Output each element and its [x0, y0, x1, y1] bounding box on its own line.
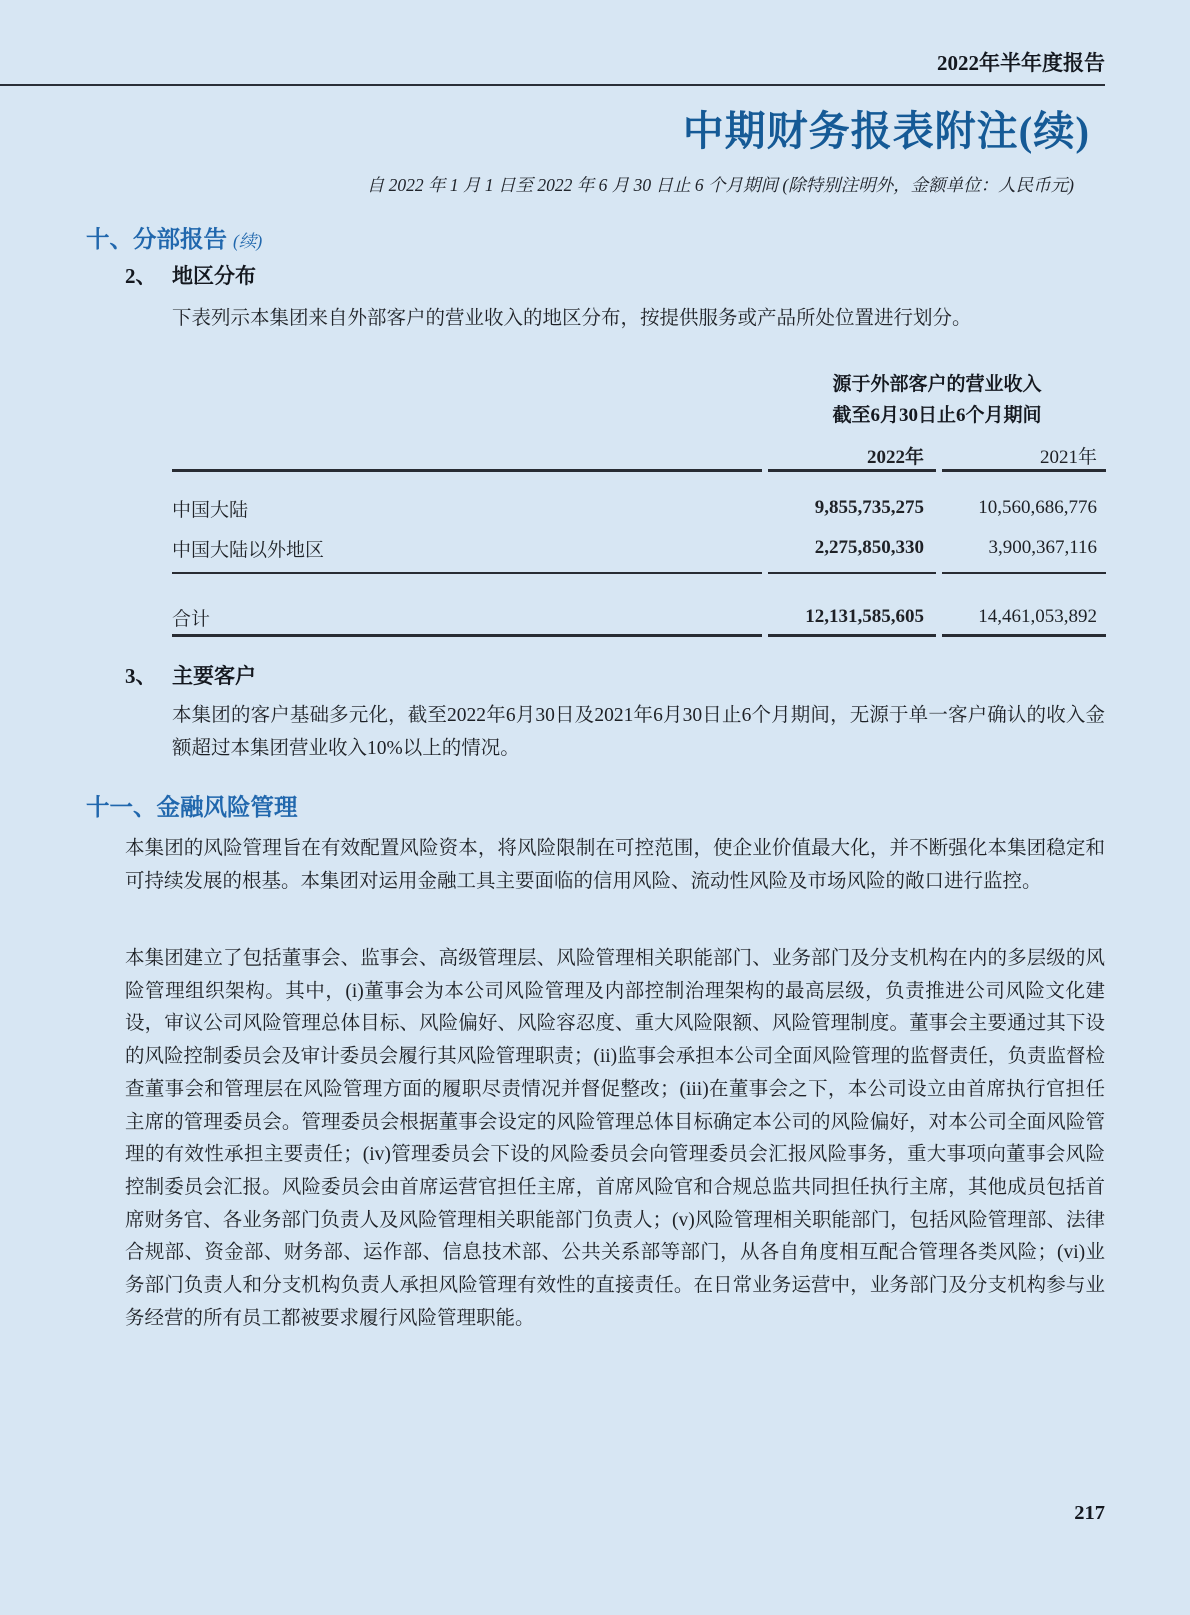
table-header-revenue-source: 源于外部客户的营业收入 [832, 374, 1042, 395]
header-rule [0, 84, 1105, 86]
section-risk-heading [86, 788, 298, 822]
page-title: 中期财务报表附注(续) [682, 108, 1090, 154]
column-header-2022: 2022年 [866, 447, 924, 468]
subsection-customers-title: 主要客户 [172, 664, 256, 688]
page-number: 217 [1074, 1502, 1105, 1524]
value-2022: 2,275,850,330 [814, 537, 924, 558]
value-2022: 9,855,735,275 [814, 497, 924, 518]
subsection-customers-heading [125, 660, 256, 690]
table-row [172, 528, 1106, 568]
subsection-region-number: 2、 [125, 264, 157, 288]
risk-paragraph-2: 本集团建立了包括董事会、监事会、高级管理层、风险管理相关职能部门、业务部门及分支机构在内的多层级的风险管理组织架构。其中，(i)董事会为本公司风险管理及内部控制治理架构的最高层级，负责推进公司风险文化建设，审议公司风险管理总体目标、风险偏好、风险容忍度、重大风险限额、风险管理制度。董事会主要通过其下设的风险控制委员会及审计委员会履行其风险管理职责；(ii)监事会承担本公司全面风险管理的监督责任，负责监督检查董事会和管理层在风险管理方面的履职尽责情况并督促整改；(iii)在董事会之下，本公司设立由首席执行官担任主席的管理委员会。管理委员会根据董事会设定的风险管理总体目标确定本公司的风险偏好，对本公司全面风险管理的有效性承担主要责任；(iv)管理委员会下设的风险委员会向管理委员会汇报风险事务，重大事项向董事会风险控制委员会汇报。风险委员会由首席运营官担任主席，首席风险官和合规总监共同担任执行主席，其他成员包括首席财务官、各业务部门负责人及风险管理相关职能部门负责人；(v)风险管理相关职能部门，包括风险管理部、法律合规部、资金部、财务部、运作部、信息技术部、公共关系部等部门，从各自角度相互配合管理各类风险；(vi)业务部门负责人和分支机构负责人承担风险管理有效性的直接责任。在日常业务运营中，业务部门及分支机构参与业务经营的所有员工都被要求履行风险管理职能。 [125, 948, 1105, 1329]
total-value-2022: 12,131,585,605 [805, 606, 924, 627]
section-risk-title: 金融风险管理 [156, 795, 298, 821]
table-row [172, 488, 1106, 528]
table-total-row [172, 600, 1106, 634]
table-rule-middle [172, 572, 1106, 574]
total-label: 合计 [172, 608, 211, 630]
page-subtitle: 自 2022 年 1 月 1 日至 2022 年 6 月 30 日止 6 个月期间 (除特别注明外，金额单位：人民币元) [366, 175, 1074, 195]
section-segment-number: 十、 [86, 227, 133, 253]
region-intro-paragraph: 下表列示本集团来自外部客户的营业收入的地区分布，按提供服务或产品所处位置进行划分。 [172, 308, 972, 329]
value-2021: 3,900,367,116 [988, 537, 1097, 558]
section-segment-heading [86, 220, 262, 254]
subsection-customers-number: 3、 [125, 664, 157, 688]
customers-paragraph: 本集团的客户基础多元化，截至2022年6月30日及2021年6月30日止6个月期间，无源于单一客户确认的收入金额超过本集团营业收入10%以上的情况。 [172, 705, 1105, 759]
section-segment-title: 分部报告 [133, 227, 227, 253]
table-header-period: 截至6月30日止6个月期间 [832, 405, 1042, 426]
section-risk-number: 十一、 [86, 795, 157, 821]
row-label: 中国大陆以外地区 [172, 539, 325, 561]
table-rule-top [172, 469, 1106, 472]
regional-revenue-table [172, 370, 1106, 637]
row-label: 中国大陆 [172, 499, 249, 521]
total-value-2021: 14,461,053,892 [978, 606, 1097, 627]
report-label: 2022年半年度报告 [937, 51, 1105, 75]
value-2021: 10,560,686,776 [978, 497, 1097, 518]
subsection-region-title: 地区分布 [172, 264, 256, 288]
table-year-header-row [172, 431, 1106, 469]
section-segment-continued: (续) [233, 231, 263, 251]
risk-paragraph-1: 本集团的风险管理旨在有效配置风险资本，将风险限制在可控范围，使企业价值最大化，并不断强化本集团稳定和可持续发展的根基。本集团对运用金融工具主要面临的信用风险、流动性风险及市场风险的敞口进行监控。 [125, 838, 1105, 892]
subsection-region-heading [125, 260, 256, 290]
table-rule-bottom [172, 634, 1106, 637]
column-header-2021: 2021年 [1039, 447, 1097, 468]
